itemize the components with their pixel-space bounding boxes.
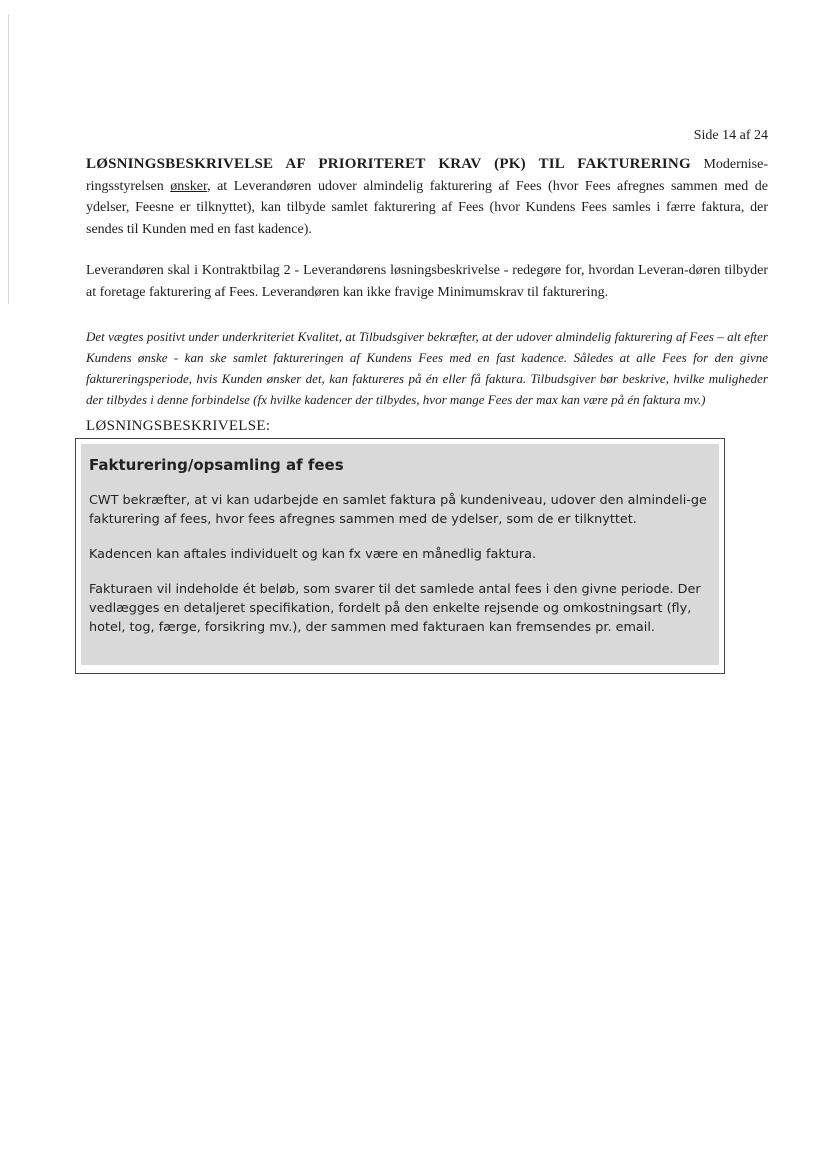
- underlined-word: ønsker: [170, 178, 208, 194]
- page-number: Side 14 af 24: [693, 128, 768, 143]
- requirement-heading: LØSNINGSBESKRIVELSE AF PRIORITERET KRAV (PK) TIL FAKTURERING: [86, 156, 691, 172]
- requirement-paragraph-2: Leverandøren skal i Kontraktbilag 2 - Leverandørens løsningsbeskrivelse - redegøre for, hvordan Leveran-døren tilbyder at foretage fakturering af Fees. Leverandøren kan ikke fravige Minimumskrav til fakturering.: [86, 263, 768, 300]
- solution-box-content: [81, 444, 719, 665]
- requirement-paragraph: [86, 154, 768, 240]
- requirement-section: [86, 154, 768, 410]
- margin-line: [8, 14, 9, 304]
- solution-box: [75, 438, 725, 674]
- evaluation-note: Det vægtes positivt under underkriteriet Kvalitet, at Tilbudsgiver bekræfter, at der udover almindelig fakturering af Fees – alt efter Kundens ønske - kan ske samlet faktureringen af Kundens Fees med en fast kadence. Således at alle Fees for den givne faktureringsperiode, hvis Kunden ønsker det, kan faktureres på én eller få faktura. Tilbudsgiver bør beskrive, hvilke muligheder der tilbydes i denne forbindelse (fx hvilke kadencer der tilbydes, hvor mange Fees der max kan være på én faktura mv.): [86, 329, 768, 407]
- requirement-text-end: , at Leverandøren udover almindelig fakturering af Fees (hvor Fees afregnes sammen med de ydelser, Feesne er tilknyttet), kan tilbyde samlet fakturering af Fees (hvor Kundens Fees samles i færre faktura, der sendes til Kunden med en fast kadence).: [86, 178, 769, 237]
- solution-label: LØSNINGSBESKRIVELSE:: [86, 418, 271, 434]
- solution-paragraph: Kadencen kan aftales individuelt og kan fx være en månedlig faktura.: [89, 547, 537, 562]
- requirement-text-start: Modernise-ringsstyrelsen: [86, 157, 768, 194]
- solution-paragraph: CWT bekræfter, at vi kan udarbejde en samlet faktura på kundeniveau, udover den almindeli-ge fakturering af fees, hvor fees afregnes sammen med de ydelser, som de er tilknyttet.: [89, 493, 707, 527]
- solution-title: Fakturering/opsamling af fees: [89, 456, 344, 474]
- solution-paragraph: Fakturaen vil indeholde ét beløb, som svarer til det samlede antal fees i den givne periode. Der vedlægges en detaljeret specifikation, fordelt på den enkelte rejsende og omkostningsart (fly, hotel, tog, færge, forsikring mv.), der sammen med fakturaen kan fremsendes pr. email.: [89, 582, 701, 635]
